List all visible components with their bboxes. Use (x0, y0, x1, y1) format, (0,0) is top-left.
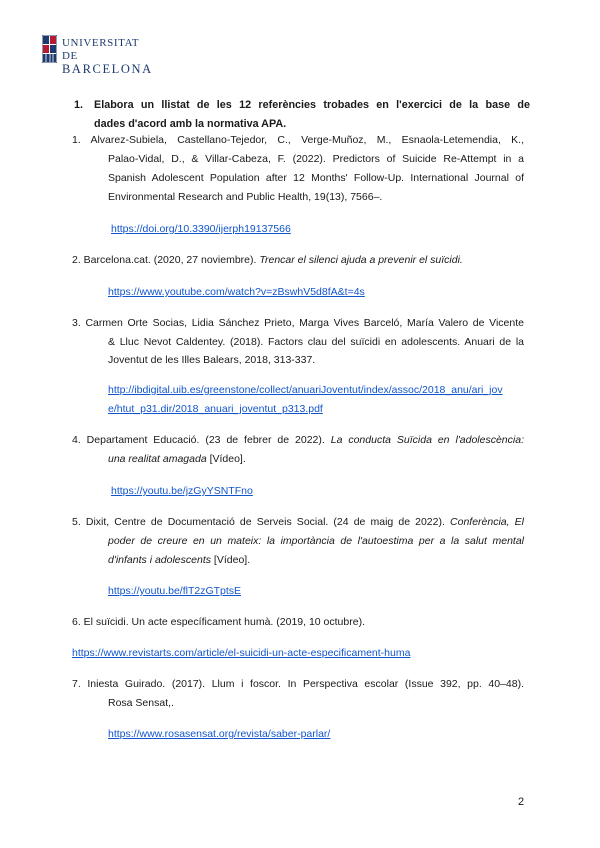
reference-1-line-1: 1. Alvarez-Subiela, Castellano-Tejedor, C., Verge-Muñoz, M., Esnaola-Letemendia, K., (72, 134, 524, 146)
reference-7-line-1: 7. Iniesta Guirado. (2017). Llum i foscor. In Perspectiva escolar (Issue 392, pp. 40–48). (72, 678, 524, 690)
university-logo (42, 35, 152, 75)
reference-7-link[interactable]: https://www.rosasensat.org/revista/saber-parlar/ (108, 728, 331, 740)
reference-3-line-1: 3. Carmen Orte Socias, Lidia Sánchez Prieto, Marga Vives Barceló, María Valero de Vicente (72, 317, 524, 329)
reference-2 (72, 252, 463, 268)
reference-4-suffix: [Vídeo]. (209, 453, 246, 465)
section-heading (74, 96, 530, 134)
heading-line-2: dades d'acord amb la normativa APA. (94, 118, 287, 130)
reference-4-line-2 (108, 451, 246, 467)
reference-5-prefix: 5. Dixit, Centre de Documentació de Serveis Social. (24 de maig de 2022). (72, 516, 445, 528)
reference-4-title-line-2: una realitat amagada (108, 453, 207, 465)
reference-5-title-line-2: poder de creure en un mateix: la importància de l'autoestima per a la salut mental (108, 535, 524, 547)
reference-5-title-start: Conferència, El (450, 516, 524, 528)
page-number: 2 (518, 796, 525, 808)
logo-wordmark (62, 37, 153, 76)
reference-5-title-line-3: d'infants i adolescents (108, 554, 211, 566)
reference-2-link[interactable]: https://www.youtube.com/watch?v=zBswhV5d8fA&t=4s (108, 286, 365, 298)
logo-line-1: UNIVERSITAT DE (62, 37, 140, 62)
reference-5-suffix: [Vídeo]. (213, 554, 251, 566)
heading-number: 1. (74, 99, 84, 111)
reference-3-link-line-1[interactable]: http://ibdigital.uib.es/greenstone/collect/anuariJoventut/index/assoc/2018_anu/ari_jov (108, 384, 503, 396)
reference-6-text: 6. El suïcidi. Un acte específicament humà. (2019, 10 octubre). (72, 616, 365, 628)
reference-5-line-1 (72, 514, 524, 530)
reference-3-line-2: & Lluc Nevot Caldentey. (2018). Factors clau del suïcidi en adolescents. Anuari de la (108, 336, 524, 348)
reference-5-line-3 (108, 552, 250, 568)
reference-3-line-3: Joventut de les Illes Balears, 2018, 313-337. (108, 354, 316, 366)
reference-7-line-2: Rosa Sensat,. (108, 697, 174, 709)
reference-2-prefix: 2. Barcelona.cat. (2020, 27 noviembre). (72, 254, 257, 266)
reference-1-line-2: Palao-Vidal, D., & Villar-Cabeza, F. (2022). Predictors of Suicide Re-Attempt in a (108, 153, 524, 165)
reference-1-link[interactable]: https://doi.org/10.3390/ijerph19137566 (111, 223, 291, 235)
reference-4-title-line-1: La conducta Suïcida en l'adolescència: (330, 434, 524, 446)
reference-1-line-3: Spanish Adolescent Population after 12 Months' Follow-Up. International Journal of (108, 172, 524, 184)
reference-5-link[interactable]: https://youtu.be/flT2zGTptsE (108, 585, 242, 597)
university-shield-icon (42, 35, 57, 63)
reference-3-link-line-2[interactable]: e/htut_p31.dir/2018_anuari_joventut_p313.pdf (108, 403, 323, 415)
reference-1-line-4: Environmental Research and Public Health, 19(13), 7566–. (108, 191, 383, 203)
reference-5-line-2 (108, 533, 524, 549)
logo-line-2: BARCELONA (62, 62, 153, 76)
reference-4-link[interactable]: https://youtu.be/jzGyYSNTFno (111, 485, 253, 497)
reference-2-title: Trencar el silenci ajuda a prevenir el suïcidi. (259, 254, 463, 266)
reference-4-line-1 (72, 432, 524, 448)
reference-4-prefix: 4. Departament Educació. (23 de febrer de 2022). (72, 434, 325, 446)
heading-line-1: Elabora un llistat de les 12 referències trobades en l'exercici de la base de (94, 99, 530, 111)
reference-6-link[interactable]: https://www.revistarts.com/article/el-suicidi-un-acte-especificament-huma (72, 647, 411, 659)
